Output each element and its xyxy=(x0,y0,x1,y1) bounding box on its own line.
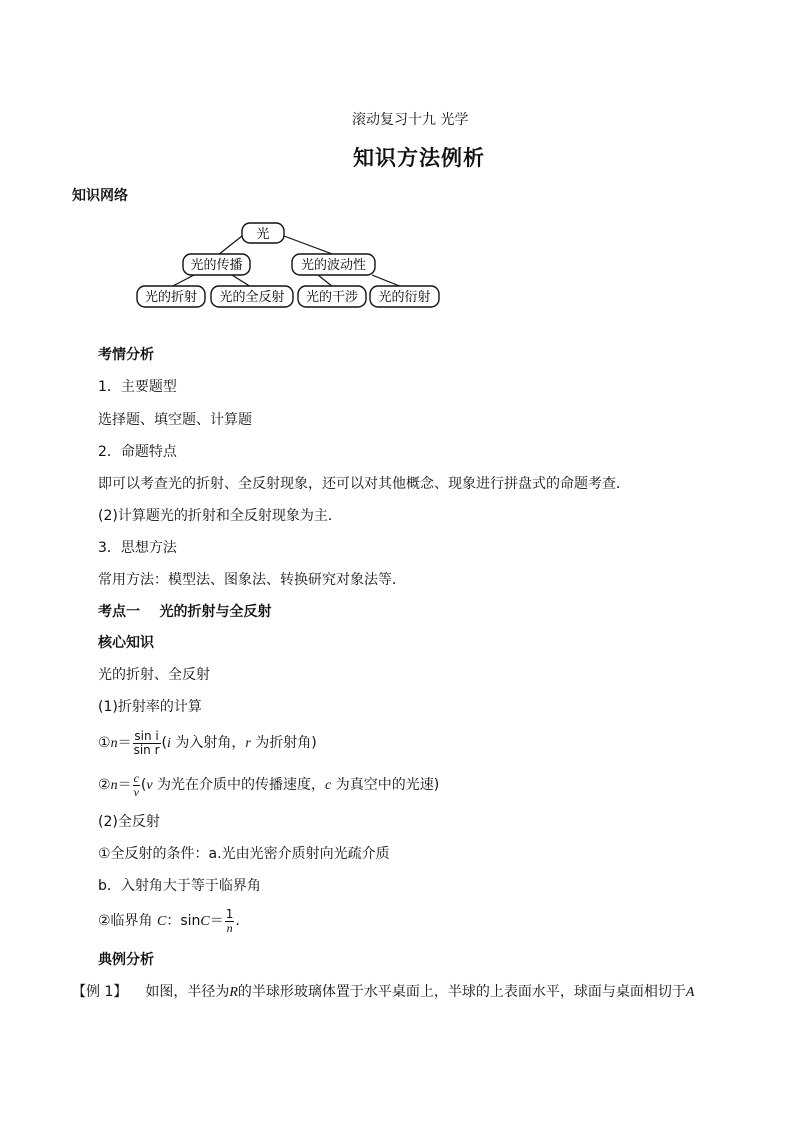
formula-text: . xyxy=(235,913,240,929)
analysis-item1-text: 选择题、填空题、计算题 xyxy=(98,412,252,428)
symbol-A: A xyxy=(685,985,695,1000)
symbol-C: C xyxy=(200,914,210,929)
analysis-item2-title: 2．命题特点 xyxy=(98,444,177,460)
analysis-item3-text: 常用方法：模型法、图象法、转换研究对象法等． xyxy=(98,572,406,588)
tree-node-label: 光的波动性 xyxy=(300,258,367,273)
formula-text: 为真空中的光速) xyxy=(331,777,440,793)
symbol-v: v xyxy=(146,778,153,793)
page-title: 知识方法例析 xyxy=(353,146,485,170)
circled-number: ② xyxy=(98,777,111,793)
tree-node-label: 光的全反射 xyxy=(219,290,285,305)
example-text: 的半球形玻璃体置于水平桌面上，半球的上表面水平，球面与桌面相切于 xyxy=(237,984,686,1000)
circled-number: ① xyxy=(98,735,111,751)
tree-node-label: 光 xyxy=(256,227,270,242)
example-label: 【例 1】 xyxy=(72,984,128,1000)
fraction xyxy=(133,730,161,757)
tree-node-total-reflection xyxy=(211,286,293,307)
tree-node-interference xyxy=(298,286,366,307)
tree-node-label: 光的衍射 xyxy=(378,290,431,305)
formula-text: ：sin xyxy=(166,913,201,929)
analysis-item2-text1: 即可以考查光的折射、全反射现象，还可以对其他概念、现象进行拼盘式的命题考查． xyxy=(98,476,630,492)
example-heading: 典例分析 xyxy=(98,952,154,968)
example-1-text xyxy=(72,983,694,1002)
tree-node-label: 光的折射 xyxy=(144,290,198,305)
connector-line xyxy=(171,275,194,287)
tree-node-diffraction xyxy=(370,286,439,307)
analysis-item3-title: 3．思想方法 xyxy=(98,540,177,556)
symbol-R: R xyxy=(229,985,238,1000)
fraction-numerator: c xyxy=(133,770,139,785)
symbol-n: n xyxy=(110,778,118,793)
analysis-item2-text2: (2)计算题光的折射和全反射现象为主． xyxy=(98,508,342,524)
refraction-index-subheading: (1)折射率的计算 xyxy=(98,699,202,715)
tree-node-root xyxy=(242,223,284,243)
total-reflection-condition-b: b．入射角大于等于临界角 xyxy=(98,878,261,894)
fraction-numerator: sin i xyxy=(134,728,159,743)
connector-line xyxy=(218,236,242,255)
formula-critical-angle xyxy=(98,906,240,937)
analysis-heading: 考情分析 xyxy=(98,347,154,363)
paren: ( xyxy=(161,735,167,751)
equals-sign: ＝ xyxy=(117,777,132,793)
tree-node-label: 光的传播 xyxy=(190,258,243,273)
network-heading: 知识网络 xyxy=(72,188,128,204)
symbol-i: i xyxy=(166,736,171,751)
equals-sign: ＝ xyxy=(117,735,132,751)
kaodian-heading: 考点一 光的折射与全反射 xyxy=(98,604,272,620)
equals-sign: ＝ xyxy=(209,913,224,929)
analysis-item1-title: 1．主要题型 xyxy=(98,379,177,395)
subtitle: 滚动复习十九 光学 xyxy=(352,112,469,128)
paren: ( xyxy=(140,777,147,793)
formula-text: 为折射角) xyxy=(250,735,317,751)
formula-text: ②临界角 xyxy=(98,913,153,929)
formula-refractive-index-sine xyxy=(98,728,317,759)
tree-node-refraction xyxy=(137,286,205,307)
fraction-denominator: sin r xyxy=(133,742,160,757)
total-reflection-subheading: (2)全反射 xyxy=(98,814,160,830)
connector-line xyxy=(284,236,335,255)
fraction xyxy=(225,908,235,935)
formula-text: 为光在介质中的传播速度， xyxy=(152,777,326,793)
tree-node-wave-nature xyxy=(292,254,375,275)
symbol-n: n xyxy=(110,736,118,751)
tree-node-propagation xyxy=(183,254,250,275)
fraction-denominator: v xyxy=(133,784,139,799)
connector-line xyxy=(232,275,251,287)
example-text: 如图，半径为 xyxy=(145,984,230,1000)
formula-refractive-index-speed xyxy=(98,770,439,801)
topic-line: 光的折射、全反射 xyxy=(98,667,210,683)
tree-node-label: 光的干涉 xyxy=(305,290,359,305)
connector-line xyxy=(372,275,402,287)
fraction-denominator: n xyxy=(226,920,233,935)
formula-text: 为入射角， xyxy=(170,735,246,751)
symbol-C: C xyxy=(157,914,167,929)
core-knowledge-heading: 核心知识 xyxy=(98,635,154,651)
knowledge-tree-diagram xyxy=(130,218,450,314)
fraction xyxy=(133,772,140,799)
symbol-c: c xyxy=(325,778,332,793)
total-reflection-condition-a: ①全反射的条件：a.光由光密介质射向光疏介质 xyxy=(98,846,390,862)
fraction-numerator: 1 xyxy=(225,906,234,921)
connector-line xyxy=(318,275,333,287)
symbol-r: r xyxy=(245,736,251,751)
